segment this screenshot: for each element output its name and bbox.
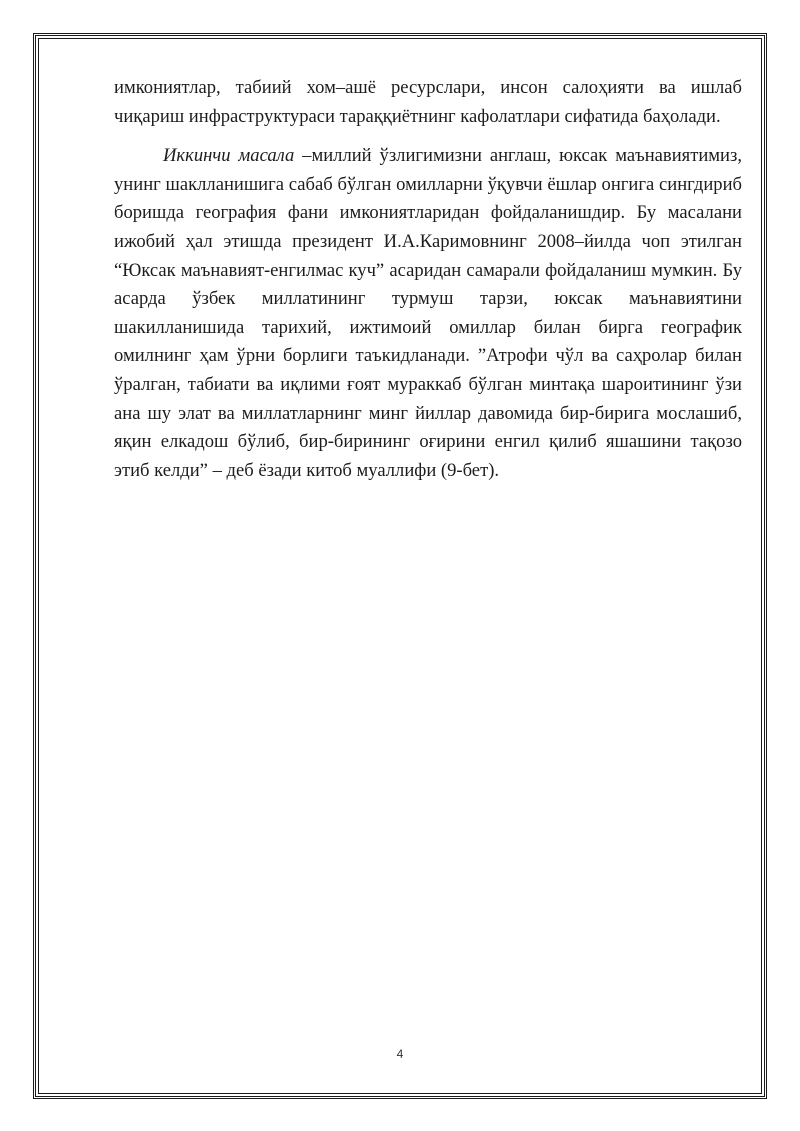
paragraph-2-italic-lead: Иккинчи масала	[163, 145, 295, 167]
paragraph-1-text: имкониятлар, табиий хом–ашё ресурслари, инсон салоҳияти ва ишлаб чиқариш инфраструктураси тараққиётнинг кафолатлари сифатида баҳолади.	[114, 77, 742, 127]
page-number: 4	[396, 1047, 404, 1061]
paragraph-1	[114, 74, 742, 131]
paragraph-2-text: –миллий ўзлигимизни англаш, юксак маънавиятимиз, унинг шаклланишига сабаб бўлган омилларни ўқувчи ёшлар онгига сингдириб боришда география фани имкониятларидан фойдаланишдир. Бу масалани ижобий ҳал этишда президент И.А.Каримовнинг 2008–йилда чоп этилган “Юксак маънавият-енгилмас куч” асаридан самарали фойдаланиш мумкин. Бу асарда ўзбек миллатининг турмуш тарзи, юксак маънавиятини шакилланишида тарихий, ижтимоий омиллар билан бирга географик омилнинг ҳам ўрни борлиги таъкидланади. ”Атрофи чўл ва саҳролар билан ўралган, табиати ва иқлими ғоят мураккаб бўлган минтақа шароитининг ўзи ана шу элат ва миллатларнинг минг йиллар давомида бир-бирига мослашиб, яқин елкадош бўлиб, бир-бирининг оғирини енгил қилиб яшашини тақозо этиб келди” – деб ёзади китоб муаллифи (9-бет).	[114, 145, 742, 481]
document-body	[114, 74, 742, 485]
paragraph-2	[114, 142, 742, 485]
